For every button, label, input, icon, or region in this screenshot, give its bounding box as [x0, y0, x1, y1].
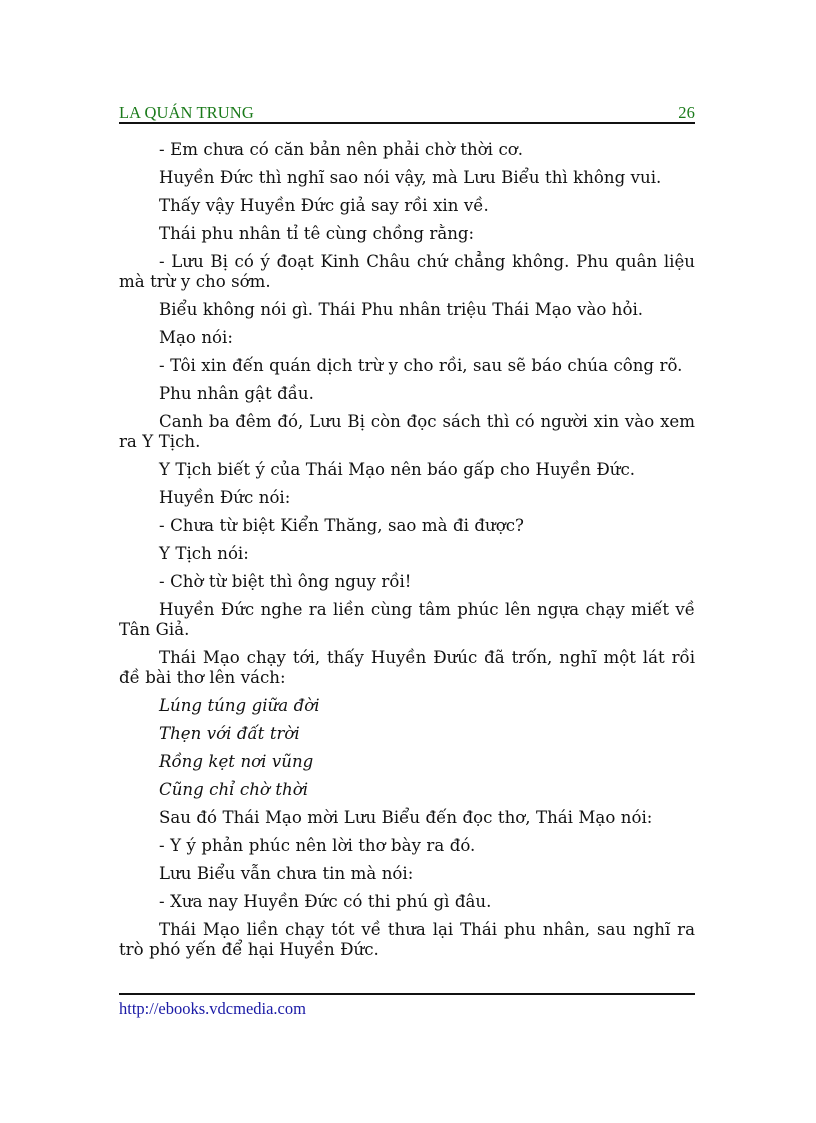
- paragraph: - Y ý phản phúc nên lời thơ bày ra đó.: [159, 836, 476, 855]
- paragraph: Thấy vậy Huyền Đức giả say rồi xin về.: [159, 196, 489, 215]
- paragraph: Huyền Đức nói:: [159, 488, 291, 507]
- page-header: [119, 96, 695, 124]
- paragraph: - Xưa nay Huyền Đức có thi phú gì đâu.: [159, 892, 492, 911]
- page-body: [119, 140, 695, 960]
- paragraph: Canh ba đêm đó, Lưu Bị còn đọc sách thì có người xin vào xem ra Y Tịch.: [119, 412, 695, 451]
- footer-link[interactable]: http://ebooks.vdcmedia.com: [119, 999, 306, 1018]
- paragraph: Lưu Biểu vẫn chưa tin mà nói:: [159, 864, 414, 883]
- paragraph: Sau đó Thái Mạo mời Lưu Biểu đến đọc thơ, Thái Mạo nói:: [159, 808, 653, 827]
- poem-line: Thẹn với đất trời: [159, 724, 300, 743]
- page-footer: [119, 993, 695, 1019]
- paragraph: - Em chưa có căn bản nên phải chờ thời cơ.: [159, 140, 524, 159]
- paragraph: Thái Mạo liền chạy tót về thưa lại Thái phu nhân, sau nghĩ ra trò phó yến để hại Huyền Đức.: [119, 920, 695, 959]
- paragraph: - Tôi xin đến quán dịch trừ y cho rồi, sau sẽ báo chúa công rõ.: [159, 356, 683, 375]
- page: [119, 96, 695, 968]
- paragraph: Huyền Đức nghe ra liền cùng tâm phúc lên ngựa chạy miết về Tân Giả.: [119, 600, 695, 639]
- paragraph: Thái phu nhân tỉ tê cùng chồng rằng:: [159, 224, 475, 243]
- paragraph: - Chưa từ biệt Kiển Thăng, sao mà đi được?: [159, 516, 524, 535]
- paragraph: Phu nhân gật đầu.: [159, 384, 314, 403]
- paragraph: - Lưu Bị có ý đoạt Kinh Châu chứ chẳng không. Phu quân liệu mà trừ y cho sớm.: [119, 252, 695, 291]
- poem-line: Lúng túng giữa đời: [159, 696, 320, 715]
- poem-line: Rồng kẹt nơi vũng: [159, 752, 314, 771]
- paragraph: Mạo nói:: [159, 328, 233, 347]
- page-number: 26: [678, 103, 695, 122]
- paragraph: - Chờ từ biệt thì ông nguy rồi!: [159, 572, 412, 591]
- poem-line: Cũng chỉ chờ thời: [159, 780, 309, 799]
- paragraph: Thái Mạo chạy tới, thấy Huyền Đưúc đã trốn, nghĩ một lát rồi đề bài thơ lên vách:: [119, 648, 695, 687]
- paragraph: Y Tịch biết ý của Thái Mạo nên báo gấp cho Huyền Đức.: [159, 460, 636, 479]
- paragraph: Y Tịch nói:: [159, 544, 249, 563]
- paragraph: Biểu không nói gì. Thái Phu nhân triệu Thái Mạo vào hỏi.: [159, 300, 644, 319]
- header-author: LA QUÁN TRUNG: [119, 103, 254, 122]
- paragraph: Huyền Đức thì nghĩ sao nói vậy, mà Lưu Biểu thì không vui.: [159, 168, 662, 187]
